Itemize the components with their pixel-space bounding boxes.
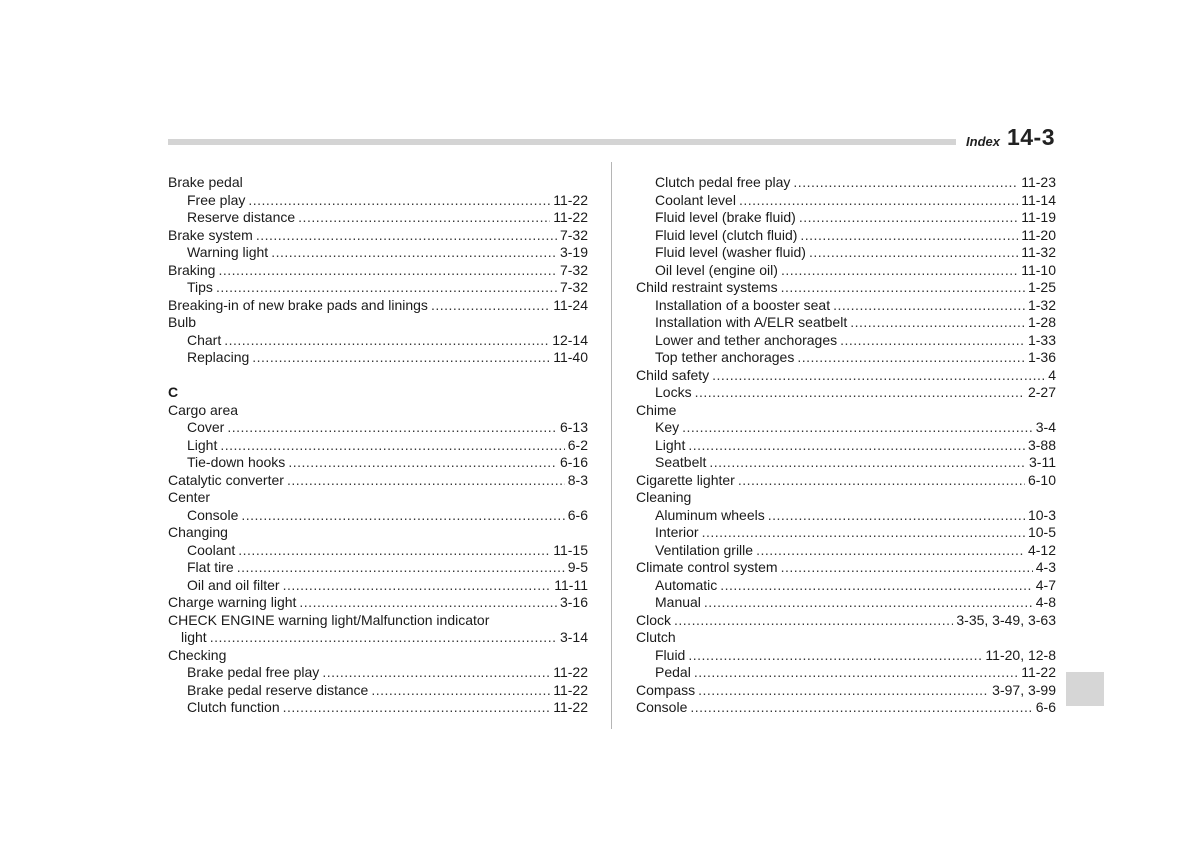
dot-leader [220, 437, 564, 455]
entry-term: Cigarette lighter [636, 471, 735, 488]
entry-page-ref: 11-15 [553, 541, 588, 558]
index-subentry [636, 192, 1056, 210]
entry-term: Brake system [168, 226, 253, 243]
dot-leader [695, 384, 1025, 402]
index-heading: Center [168, 489, 211, 505]
dot-leader [248, 192, 550, 210]
entry-page-ref: 3-19 [559, 244, 588, 260]
dot-leader [850, 314, 1025, 332]
entry-term: Chart [187, 331, 222, 348]
entry-page-ref: 3-14 [559, 629, 588, 645]
index-subentry [168, 209, 588, 227]
entry-page-ref: 9-5 [567, 559, 588, 575]
dot-leader [256, 227, 557, 245]
entry-page-ref: 11-22 [1021, 664, 1056, 680]
index-subentry [636, 209, 1056, 227]
entry-page-ref: 4 [1048, 366, 1056, 383]
entry-page-ref: 1-32 [1027, 296, 1056, 313]
dot-leader [781, 262, 1018, 280]
dot-leader [781, 559, 1033, 577]
index-subentry [636, 262, 1056, 280]
dot-leader [797, 349, 1025, 367]
entry-term: Light [655, 436, 686, 453]
index-subentry [636, 384, 1056, 402]
entry-term: Light [187, 436, 218, 453]
index-subentry [168, 279, 588, 297]
dot-leader [287, 472, 565, 490]
entry-term: Automatic [655, 576, 718, 593]
index-group-b [168, 174, 588, 367]
dot-leader [799, 209, 1018, 227]
index-subentry [168, 419, 588, 437]
index-entry [168, 297, 588, 315]
entry-term: Replacing [187, 349, 250, 365]
entry-term: Charge warning light [168, 594, 297, 610]
entry-page-ref: 4-8 [1035, 594, 1056, 610]
entry-term: Coolant level [655, 191, 736, 208]
entry-term: Console [187, 506, 239, 523]
thumb-index-tab [1066, 672, 1104, 706]
index-entry [636, 279, 1056, 297]
dot-leader [720, 577, 1033, 595]
index-heading: Chime [636, 401, 677, 418]
entry-term: Oil and oil filter [187, 576, 280, 593]
dot-leader [322, 664, 550, 682]
dot-leader [704, 594, 1033, 612]
index-subentry [636, 227, 1056, 245]
index-subentry [636, 577, 1056, 595]
dot-leader [288, 454, 557, 472]
dot-leader [674, 612, 953, 630]
dot-leader [227, 419, 557, 437]
entry-term: Manual [655, 594, 701, 610]
dot-leader [237, 559, 565, 577]
entry-page-ref: 11-20 [1021, 226, 1056, 243]
dot-leader [371, 682, 550, 700]
dot-leader [756, 542, 1025, 560]
index-subentry [636, 594, 1056, 612]
index-subentry [168, 454, 588, 472]
entry-term: Aluminum wheels [655, 506, 765, 523]
entry-page-ref: 6-10 [1027, 471, 1056, 488]
entry-page-ref: 11-23 [1021, 174, 1056, 190]
entry-page-ref: 11-40 [553, 349, 588, 365]
column-divider [611, 162, 612, 729]
entry-term: Installation of a booster seat [655, 296, 831, 313]
dot-leader [800, 227, 1018, 245]
entry-page-ref: 1-33 [1027, 331, 1056, 348]
entry-term: Tips [187, 279, 213, 295]
entry-term: Coolant [187, 541, 236, 558]
index-subentry [168, 244, 588, 262]
header-rule [168, 139, 956, 145]
index-subentry [636, 647, 1056, 665]
dot-leader [216, 279, 557, 297]
entry-term: Tie-down hooks [187, 454, 286, 470]
dot-leader [218, 262, 557, 280]
index-subentry [168, 332, 588, 350]
entry-page-ref: 4-3 [1035, 559, 1056, 575]
index-group-c [168, 402, 588, 717]
entry-term: Breaking-in of new brake pads and linings [168, 296, 428, 313]
dot-leader [210, 629, 557, 647]
index-subentry [636, 524, 1056, 542]
entry-page-ref: 3-35, 3-49, 3-63 [956, 611, 1056, 628]
index-heading: Cleaning [636, 489, 692, 505]
dot-leader [238, 542, 550, 560]
entry-page-ref: 11-14 [1021, 191, 1056, 208]
entry-term: Braking [168, 261, 216, 278]
dot-leader [688, 647, 982, 665]
index-heading: Cargo area [168, 401, 239, 418]
dot-leader [709, 454, 1026, 472]
index-entry [168, 629, 588, 647]
index-subentry [636, 349, 1056, 367]
entry-term: Clutch function [187, 699, 280, 715]
index-heading: Checking [168, 646, 227, 663]
entry-page-ref: 11-22 [553, 209, 588, 225]
entry-page-ref: 3-16 [559, 594, 588, 610]
entry-term: Seatbelt [655, 454, 707, 470]
entry-page-ref: 11-10 [1021, 261, 1056, 278]
index-entry [636, 472, 1056, 490]
entry-page-ref: 6-6 [1035, 699, 1056, 715]
index-heading: CHECK ENGINE warning light/Malfunction indicator [168, 611, 490, 628]
index-subentry [636, 664, 1056, 682]
entry-term: Installation with A/ELR seatbelt [655, 314, 848, 330]
entry-term: Fluid level (washer fluid) [655, 244, 806, 260]
index-entry [636, 367, 1056, 385]
index-entry [168, 262, 588, 280]
entry-page-ref: 10-5 [1027, 524, 1056, 540]
index-subentry [636, 507, 1056, 525]
entry-term: Key [655, 419, 680, 435]
entry-page-ref: 3-97, 3-99 [992, 681, 1056, 698]
entry-page-ref: 11-24 [553, 296, 588, 313]
dot-leader [768, 507, 1025, 525]
dot-leader [781, 279, 1025, 297]
index-subentry [636, 419, 1056, 437]
entry-term: Brake pedal reserve distance [187, 681, 369, 698]
entry-term: Oil level (engine oil) [655, 261, 778, 278]
entry-term: Compass [636, 681, 696, 698]
entry-term: Climate control system [636, 559, 778, 575]
index-subentry [168, 699, 588, 717]
dot-leader [738, 472, 1025, 490]
index-entry [636, 699, 1056, 717]
dot-leader [690, 699, 1032, 717]
index-column-right [636, 174, 1056, 717]
index-subentry [168, 682, 588, 700]
dot-leader [833, 297, 1025, 315]
entry-page-ref: 7-32 [559, 279, 588, 295]
index-subentry [168, 349, 588, 367]
entry-page-ref: 12-14 [552, 331, 588, 348]
entry-term: Pedal [655, 664, 691, 680]
dot-leader [283, 699, 551, 717]
entry-term: Clutch pedal free play [655, 174, 791, 190]
index-subentry [168, 664, 588, 682]
index-entry [636, 682, 1056, 700]
index-entry [168, 227, 588, 245]
dot-leader [224, 332, 549, 350]
index-subentry [636, 244, 1056, 262]
entry-term: Child restraint systems [636, 279, 778, 295]
entry-term: Clock [636, 611, 672, 628]
index-heading: Bulb [168, 314, 197, 330]
entry-page-ref: 3-11 [1029, 454, 1056, 470]
entry-page-ref: 2-27 [1027, 384, 1056, 400]
dot-leader [283, 577, 552, 595]
page-number: 14-3 [1006, 124, 1055, 150]
entry-page-ref: 11-22 [553, 191, 588, 208]
index-subentry [168, 559, 588, 577]
section-letter: C [168, 384, 179, 400]
index-heading: Changing [168, 524, 228, 540]
entry-page-ref: 11-22 [553, 664, 588, 680]
index-subentry [168, 542, 588, 560]
entry-page-ref: 7-32 [559, 261, 588, 278]
entry-term: Fluid level (clutch fluid) [655, 226, 798, 243]
dot-leader [298, 209, 550, 227]
entry-term: Warning light [187, 244, 269, 260]
entry-page-ref: 11-22 [553, 681, 588, 698]
entry-term: Interior [655, 524, 699, 540]
dot-leader [793, 174, 1018, 192]
entry-page-ref: 3-88 [1027, 436, 1056, 453]
dot-leader [702, 524, 1025, 542]
entry-page-ref: 7-32 [559, 226, 588, 243]
index-heading: Clutch [636, 629, 676, 645]
entry-term: Ventilation grille [655, 541, 754, 558]
dot-leader [299, 594, 557, 612]
index-entry [168, 594, 588, 612]
index-subentry [168, 437, 588, 455]
entry-page-ref: 6-13 [559, 419, 588, 435]
dot-leader [698, 682, 989, 700]
index-subentry [636, 542, 1056, 560]
entry-term: Cover [187, 419, 225, 435]
entry-term: Console [636, 699, 688, 715]
entry-page-ref: 11-32 [1021, 244, 1056, 260]
entry-term: Locks [655, 384, 692, 400]
dot-leader [809, 244, 1018, 262]
entry-term: Top tether anchorages [655, 349, 795, 365]
index-entry [636, 612, 1056, 630]
dot-leader [241, 507, 564, 525]
entry-page-ref: 11-19 [1021, 209, 1056, 225]
entry-term: Fluid [655, 646, 686, 663]
index-subentry [168, 507, 588, 525]
entry-term: Child safety [636, 366, 710, 383]
index-entry [168, 472, 588, 490]
entry-page-ref: 11-22 [553, 699, 588, 715]
entry-page-ref: 1-36 [1027, 349, 1056, 365]
entry-page-ref: 4-7 [1035, 576, 1056, 593]
entry-term: light [181, 629, 207, 645]
dot-leader [431, 297, 550, 315]
index-subentry [636, 454, 1056, 472]
index-subentry [636, 437, 1056, 455]
entry-page-ref: 11-20, 12-8 [985, 646, 1056, 663]
dot-leader [252, 349, 550, 367]
entry-term: Lower and tether anchorages [655, 331, 838, 348]
dot-leader [694, 664, 1018, 682]
entry-page-ref: 1-25 [1027, 279, 1056, 295]
entry-page-ref: 3-4 [1035, 419, 1056, 435]
entry-term: Catalytic converter [168, 471, 284, 488]
entry-term: Fluid level (brake fluid) [655, 209, 796, 225]
dot-leader [688, 437, 1025, 455]
index-subentry [168, 577, 588, 595]
index-heading: Brake pedal [168, 174, 243, 190]
entry-page-ref: 11-11 [554, 576, 588, 593]
entry-page-ref: 6-2 [567, 436, 588, 453]
dot-leader [840, 332, 1025, 350]
dot-leader [739, 192, 1018, 210]
index-subentry [636, 297, 1056, 315]
header-section-label: Index [966, 134, 1000, 149]
index-subentry [636, 332, 1056, 350]
entry-term: Free play [187, 191, 246, 208]
dot-leader [712, 367, 1045, 385]
index-subentry [636, 314, 1056, 332]
index-subentry [636, 174, 1056, 192]
entry-page-ref: 8-3 [567, 471, 588, 488]
entry-page-ref: 1-28 [1027, 314, 1056, 330]
entry-term: Brake pedal free play [187, 664, 320, 680]
index-entry [636, 559, 1056, 577]
entry-page-ref: 4-12 [1027, 541, 1056, 558]
entry-term: Reserve distance [187, 209, 296, 225]
entry-page-ref: 10-3 [1027, 506, 1056, 523]
dot-leader [682, 419, 1033, 437]
index-group-continued [636, 174, 1056, 717]
dot-leader [271, 244, 557, 262]
index-subentry [168, 192, 588, 210]
index-column-left [168, 174, 588, 717]
entry-page-ref: 6-6 [567, 506, 588, 523]
entry-term: Flat tire [187, 559, 234, 575]
entry-page-ref: 6-16 [559, 454, 588, 470]
